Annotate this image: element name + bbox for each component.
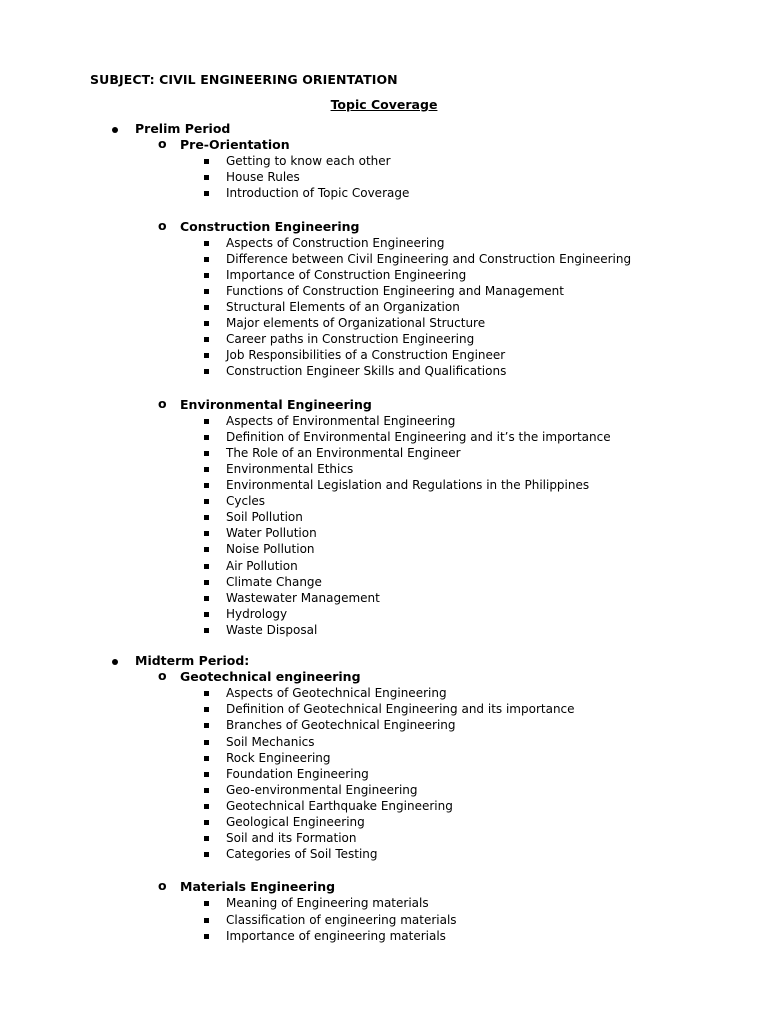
list-item: Classification of engineering materials: [226, 912, 457, 927]
list-item: Water Pollution: [226, 526, 317, 541]
period-bullet: [112, 659, 118, 665]
list-item: Cycles: [226, 494, 266, 509]
item-bullet: [204, 321, 209, 326]
section-bullet: o: [158, 395, 167, 411]
subject-heading: SUBJECT: CIVIL ENGINEERING ORIENTATION: [90, 72, 398, 87]
list-item: Soil Pollution: [226, 510, 303, 525]
item-bullet: [204, 483, 209, 488]
list-item: Definition of Geotechnical Engineering and its importance: [226, 702, 575, 717]
item-bullet: [204, 612, 209, 617]
item-bullet: [204, 547, 209, 552]
list-item: Hydrology: [226, 606, 288, 621]
item-bullet: [204, 564, 209, 569]
list-item: Environmental Ethics: [226, 461, 354, 476]
list-item: Definition of Environmental Engineering and it’s the importance: [226, 429, 611, 444]
section-heading: Environmental Engineering: [180, 396, 372, 412]
item-bullet: [204, 772, 209, 777]
item-bullet: [204, 707, 209, 712]
item-bullet: [204, 257, 209, 262]
item-bullet: [204, 756, 209, 761]
list-item: Importance of engineering materials: [226, 928, 446, 943]
section-heading: Geotechnical engineering: [180, 669, 361, 685]
item-bullet: [204, 580, 209, 585]
list-item: Meaning of Engineering materials: [226, 896, 429, 911]
list-item: Foundation Engineering: [226, 766, 369, 781]
item-bullet: [204, 723, 209, 728]
item-bullet: [204, 499, 209, 504]
item-bullet: [204, 241, 209, 246]
period-bullet: [112, 127, 118, 133]
item-bullet: [204, 273, 209, 278]
list-item: Air Pollution: [226, 558, 298, 573]
section-bullet: o: [158, 217, 167, 233]
item-bullet: [204, 531, 209, 536]
item-bullet: [204, 337, 209, 342]
item-bullet: [204, 820, 209, 825]
list-item: Major elements of Organizational Structure: [226, 316, 486, 331]
section-bullet: o: [158, 136, 167, 152]
item-bullet: [204, 852, 209, 857]
period-heading: Midterm Period:: [135, 653, 250, 668]
item-bullet: [204, 451, 209, 456]
list-item: Importance of Construction Engineering: [226, 267, 467, 282]
list-item: Geological Engineering: [226, 815, 365, 829]
list-item: Branches of Geotechnical Engineering: [226, 718, 456, 733]
list-item: Soil Mechanics: [226, 734, 315, 749]
item-bullet: [204, 191, 209, 196]
section-bullet: o: [158, 878, 167, 894]
list-item: Career paths in Construction Engineering: [226, 332, 475, 347]
list-item: Geotechnical Earthquake Engineering: [226, 798, 453, 813]
period-heading: Prelim Period: [135, 121, 231, 136]
list-item: Geo-environmental Engineering: [226, 782, 418, 797]
item-bullet: [204, 467, 209, 472]
section-heading: Materials Engineering: [180, 879, 336, 895]
list-item: Waste Disposal: [226, 622, 318, 637]
list-item: Job Responsibilities of a Construction Engineer: [226, 348, 506, 363]
list-item: Rock Engineering: [226, 750, 331, 765]
list-item: Wastewater Management: [226, 590, 380, 605]
section-heading: Pre-Orientation: [180, 137, 290, 153]
list-item: Aspects of Geotechnical Engineering: [226, 686, 447, 701]
item-bullet: [204, 305, 209, 310]
list-item: House Rules: [226, 170, 300, 185]
list-item: Introduction of Topic Coverage: [226, 186, 410, 201]
item-bullet: [204, 515, 209, 520]
item-bullet: [204, 369, 209, 374]
item-bullet: [204, 934, 209, 939]
list-item: Environmental Legislation and Regulations in the Philippines: [226, 478, 590, 492]
item-bullet: [204, 901, 209, 906]
list-item: Soil and its Formation: [226, 831, 357, 846]
item-bullet: [204, 289, 209, 294]
item-bullet: [204, 628, 209, 633]
item-bullet: [204, 918, 209, 923]
list-item: Functions of Construction Engineering and Management: [226, 283, 564, 298]
list-item: Construction Engineer Skills and Qualifications: [226, 364, 507, 379]
item-bullet: [204, 175, 209, 180]
section-heading: Construction Engineering: [180, 218, 360, 234]
list-item: Climate Change: [226, 574, 322, 589]
item-bullet: [204, 788, 209, 793]
list-item: Structural Elements of an Organization: [226, 300, 460, 314]
list-item: The Role of an Environmental Engineer: [226, 445, 461, 460]
item-bullet: [204, 596, 209, 601]
list-item: Difference between Civil Engineering and Construction Engineering: [226, 251, 632, 266]
list-item: Aspects of Environmental Engineering: [226, 413, 456, 428]
item-bullet: [204, 740, 209, 745]
list-item: Categories of Soil Testing: [226, 847, 378, 862]
section-bullet: o: [158, 668, 167, 684]
item-bullet: [204, 804, 209, 809]
item-bullet: [204, 435, 209, 440]
list-item: Getting to know each other: [226, 154, 391, 169]
item-bullet: [204, 353, 209, 358]
item-bullet: [204, 419, 209, 424]
list-item: Aspects of Construction Engineering: [226, 235, 445, 250]
item-bullet: [204, 159, 209, 164]
item-bullet: [204, 691, 209, 696]
item-bullet: [204, 836, 209, 841]
page-title: Topic Coverage: [330, 97, 438, 112]
list-item: Noise Pollution: [226, 542, 315, 557]
